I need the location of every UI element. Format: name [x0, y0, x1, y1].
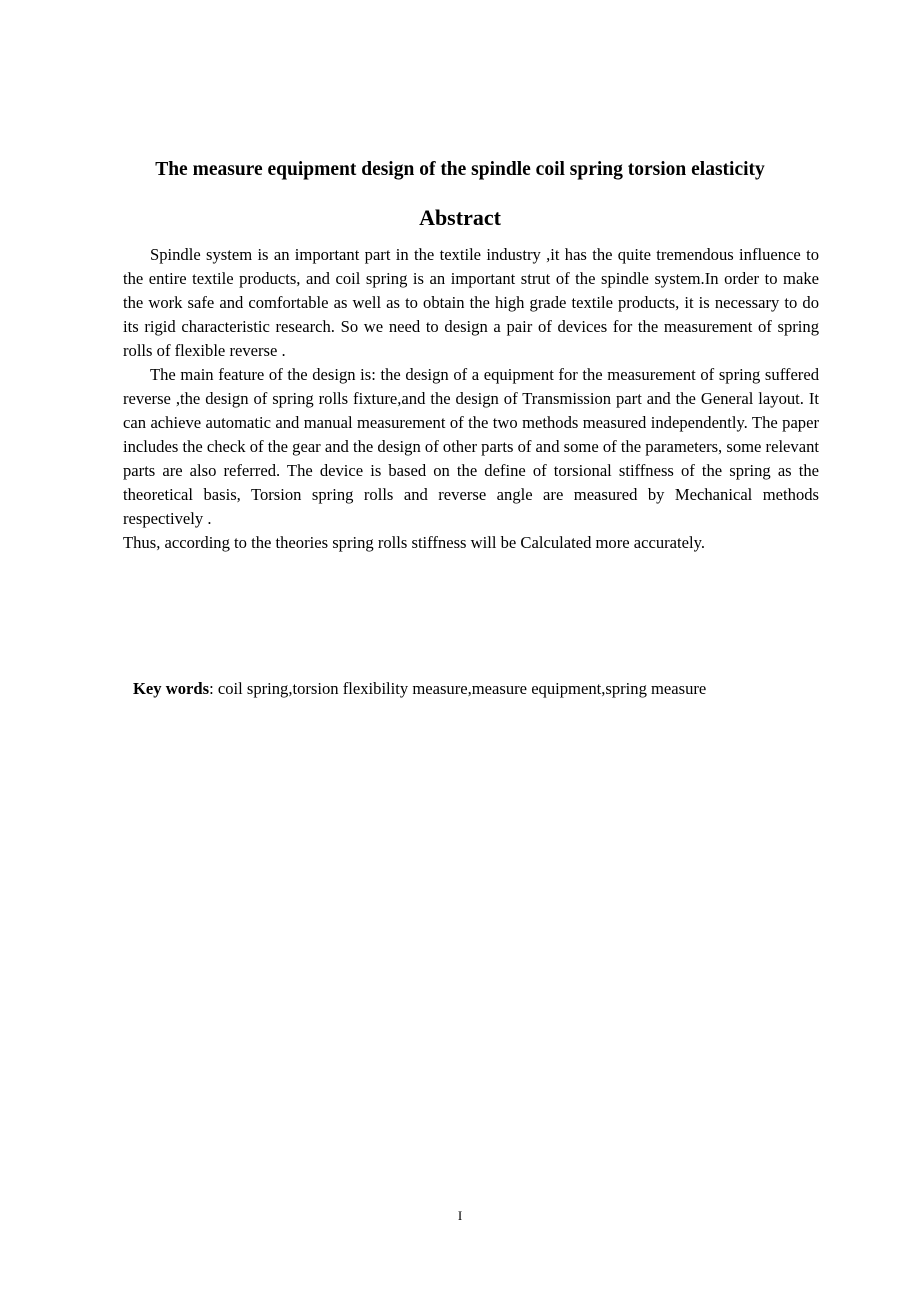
keywords-line	[133, 677, 833, 701]
keywords-text: coil spring,torsion flexibility measure,measure equipment,spring measure	[217, 679, 707, 698]
abstract-paragraph-3: Thus, according to the theories spring rolls stiffness will be Calculated more accurately.	[123, 533, 705, 552]
keywords-separator: :	[209, 679, 218, 698]
page-number: I	[457, 1208, 463, 1223]
abstract-paragraph-2: The main feature of the design is: the design of a equipment for the measurement of spring suffered reverse ,the design of spring rolls fixture,and the design of Transmission part and the General layout. It can achieve automatic and manual measurement of the two methods measured independently. The paper includes the check of the gear and the design of other parts of and some of the parameters, some relevant parts are also referred. The device is based on the define of torsional stiffness of the spring as the theoretical basis, Torsion spring rolls and reverse angle are measured by Mechanical methods respectively .	[123, 365, 819, 528]
abstract-paragraph-1: Spindle system is an important part in the textile industry ,it has the quite tremendous influence to the entire textile products, and coil spring is an important strut of the spindle system.In order to make the work safe and comfortable as well as to obtain the high grade textile products, it is necessary to do its rigid characteristic research. So we need to design a pair of devices for the measurement of spring rolls of flexible reverse .	[123, 245, 819, 360]
document-title: The measure equipment design of the spindle coil spring torsion elasticity	[155, 159, 765, 180]
keywords-label: Key words	[133, 679, 210, 698]
abstract-heading: Abstract	[419, 205, 501, 230]
abstract-body	[123, 243, 819, 555]
